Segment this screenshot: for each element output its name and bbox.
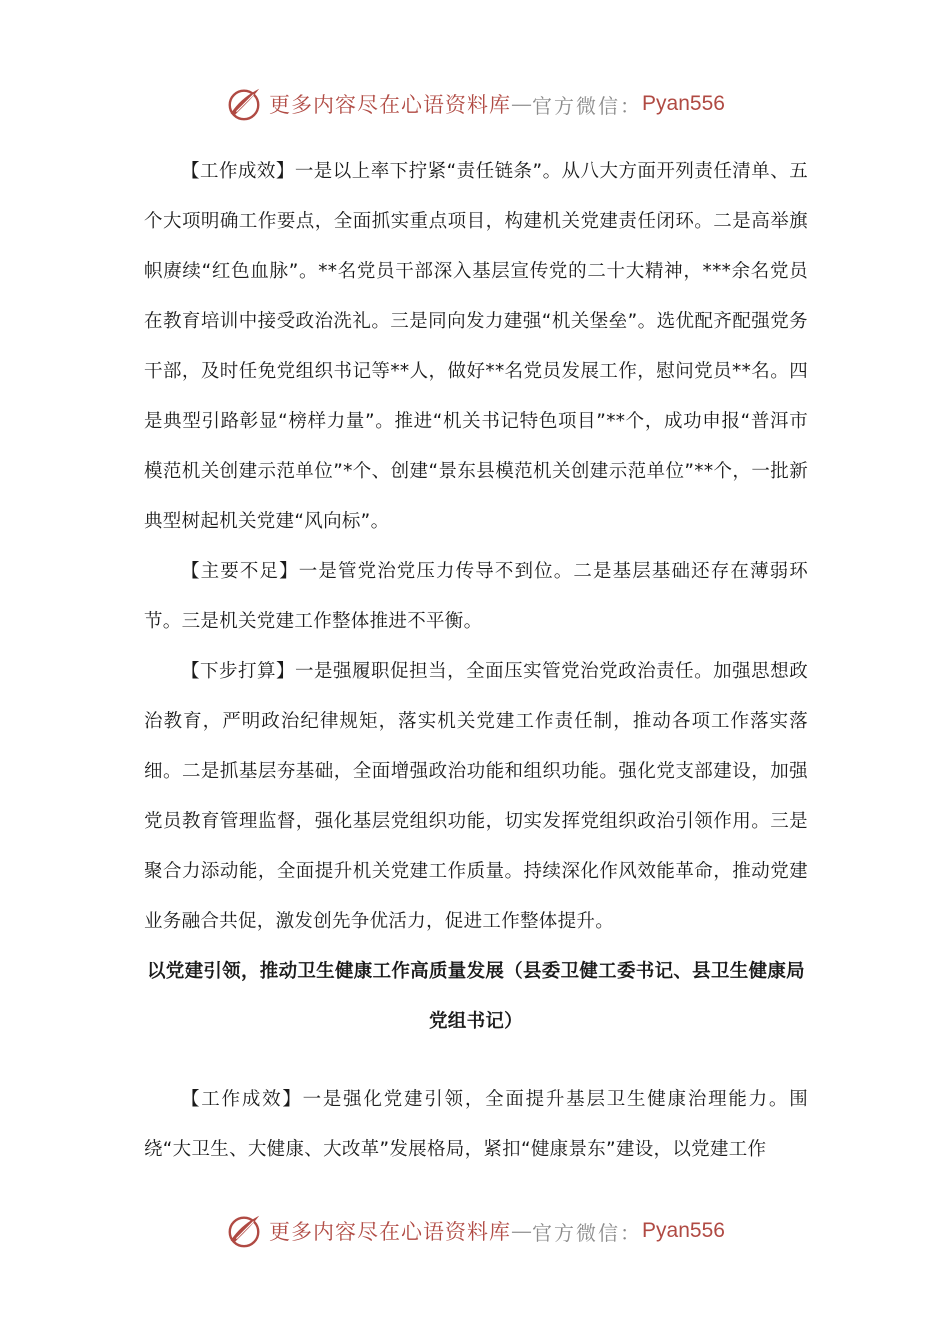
- watermark-wechat-id: Pyan556: [642, 92, 725, 115]
- section1-achievements: 【工作成效】一是以上率下拧紧“责任链条”。从八大方面开列责任清单、五个大项明确工作要点，全面抓实重点项目，构建机关党建责任闭环。二是高举旗帜赓续“红色血脉”。**名党员干部深入基层宣传党的二十大精神，***余名党员在教育培训中接受政治洗礼。三是同向发力建强“机关堡垒”。选优配齐配强党务干部，及时任免党组织书记等**人，做好**名党员发展工作，慰问党员**名。四是典型引路彰显“榜样力量”。推进“机关书记特色项目”**个，成功申报“普洱市模范机关创建示范单位”*个、创建“景东县模范机关创建示范单位”**个，一批新典型树起机关党建“风向标”。: [144, 161, 808, 532]
- section2-achievements: 【工作成效】一是强化党建引领，全面提升基层卫生健康治理能力。围绕“大卫生、大健康、大改革”发展格局，紧扣“健康景东”建设，以党建工作: [144, 1089, 808, 1160]
- pen-logo-icon: [225, 1212, 263, 1250]
- section1-shortcomings: 【主要不足】一是管党治党压力传导不到位。二是基层基础还存在薄弱环节。三是机关党建工作整体推进不平衡。: [144, 561, 808, 632]
- watermark-wechat-label: 官方微信：: [532, 1220, 643, 1245]
- section1-next-steps: 【下步打算】一是强履职促担当，全面压实管党治党政治责任。加强思想政治教育，严明政治纪律规矩，落实机关党建工作责任制，推动各项工作落实落细。二是抓基层夯基础，全面增强政治功能和组织功能。强化党支部建设，加强党员教育管理监督，强化基层党组织功能，切实发挥党组织政治引领作用。三是聚合力添动能，全面提升机关党建工作质量。持续深化作风效能革命，推动党建业务融合共促，激发创先争优活力，促进工作整体提升。: [144, 661, 808, 932]
- header-watermark: [0, 84, 950, 124]
- pen-logo-icon: [225, 85, 263, 123]
- watermark-text: 更多内容尽在心语资料库: [269, 93, 512, 117]
- footer-watermark: [0, 1211, 950, 1251]
- watermark-wechat-id: Pyan556: [642, 1219, 725, 1242]
- watermark-text: 更多内容尽在心语资料库: [269, 1220, 512, 1244]
- section2-title: 以党建引领，推动卫生健康工作高质量发展（县委卫健工委书记、县卫生健康局党组书记）: [146, 961, 805, 1032]
- watermark-separator: —: [511, 92, 533, 116]
- document-body: [144, 147, 808, 1175]
- watermark-separator: —: [511, 1219, 533, 1243]
- watermark-wechat-label: 官方微信：: [532, 93, 643, 118]
- title-spacer: [144, 1047, 808, 1075]
